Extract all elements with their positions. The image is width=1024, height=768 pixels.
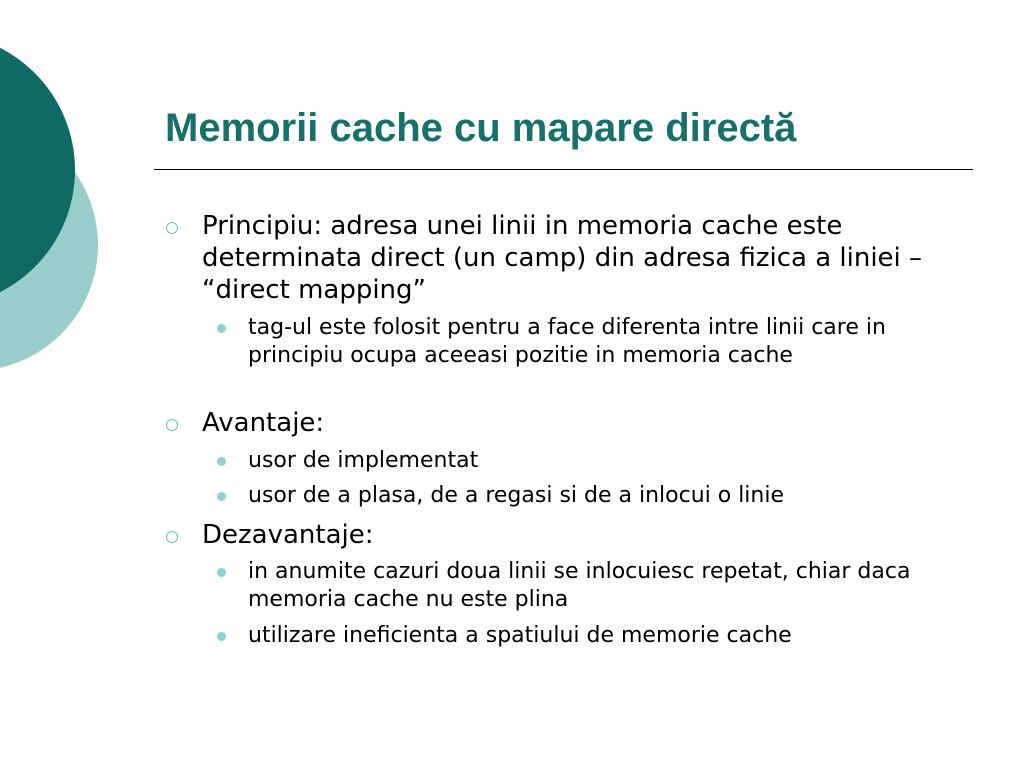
filled-circle-bullet-icon [217, 632, 226, 641]
hollow-circle-bullet-icon [166, 222, 178, 234]
hollow-circle-bullet-icon [166, 531, 178, 543]
subbullet-inlocuire-repetata: in anumite cazuri doua linii se inlocuiesc repetat, chiar daca memoria cache nu este plina [248, 559, 911, 612]
subbullet-usor-implementat: usor de implementat [248, 448, 479, 473]
subbullet-usor-plasa: usor de a plasa, de a regasi si de a inlocui o linie [248, 483, 785, 508]
filled-circle-bullet-icon [217, 492, 226, 501]
subbullet-tag: tag-ul este folosit pentru a face diferenta intre linii care in principiu ocupa aceeasi pozitie in memoria cache [248, 315, 886, 368]
hollow-circle-bullet-icon [166, 419, 178, 431]
slide-title: Memorii cache cu mapare directă [165, 106, 797, 150]
bullet-principiu: Principiu: adresa unei linii in memoria cache este determinata direct (un camp) din adresa fizica a liniei – “direct mapping” [202, 211, 923, 305]
bullet-avantaje: Avantaje: [202, 408, 325, 438]
bullet-dezavantaje: Dezavantaje: [202, 520, 374, 550]
filled-circle-bullet-icon [217, 568, 226, 577]
filled-circle-bullet-icon [217, 324, 226, 333]
subbullet-utilizare-ineficienta: utilizare ineficienta a spatiului de memorie cache [248, 623, 792, 648]
filled-circle-bullet-icon [217, 457, 226, 466]
